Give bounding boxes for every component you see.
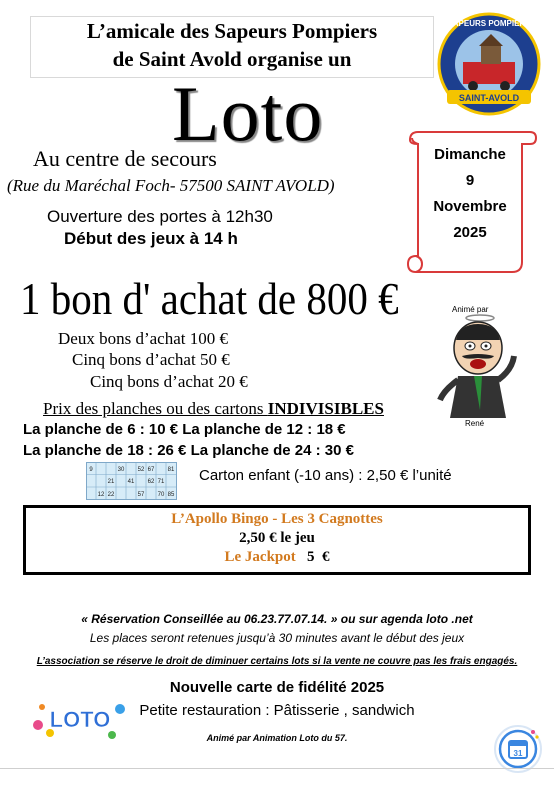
card-number: 81: [167, 467, 175, 473]
date-num: 9: [465, 172, 475, 189]
card-number: 30: [117, 467, 125, 473]
catering-info: Petite restauration : Pâtisserie , sandwich: [139, 702, 415, 719]
prize-item: Deux bons d’achat 100 €: [58, 329, 228, 348]
card-number: 12: [97, 492, 105, 498]
pricing-heading: [43, 399, 384, 419]
animator-caption-top: Animé par: [452, 305, 489, 314]
calendar-day: 31: [513, 749, 523, 758]
fire-brigade-logo: [433, 12, 545, 116]
loto-logo-image: [28, 695, 132, 743]
logo-text-top: SAPEURS POMPIERS: [447, 19, 531, 28]
date-year: 2025: [453, 224, 487, 241]
card-number: 52: [137, 467, 145, 473]
pricing-heading-emph: INDIVISIBLES: [267, 399, 384, 418]
event-title: Loto: [172, 70, 324, 157]
apollo-price: 2,50 € le jeu: [239, 530, 315, 546]
jackpot-value: 5 €: [295, 549, 330, 565]
card-number: 85: [167, 492, 175, 498]
card-number: 57: [137, 492, 145, 498]
header-line-1: L’amicale des Sapeurs Pompiers: [86, 19, 378, 43]
apollo-bingo-box: [23, 505, 531, 575]
games-start: Début des jeux à 14 h: [64, 229, 238, 248]
card-number: 70: [157, 492, 165, 498]
apollo-jackpot: [26, 548, 528, 567]
association-disclaimer: L’association se réserve le droit de diminuer certains lots si la vente ne couvre pas les frais engagés.: [36, 656, 518, 667]
seats-info: Les places seront retenues jusqu’à 30 minutes avant le début des jeux: [89, 631, 465, 645]
header-line-2: de Saint Avold organise un: [112, 47, 352, 71]
animator-caricature-image: [420, 300, 520, 428]
apollo-title: L’Apollo Bingo - Les 3 Cagnottes: [171, 511, 383, 527]
event-date: [410, 142, 530, 246]
animation-credit: Animé par Animation Loto du 57.: [206, 733, 348, 743]
bingo-card-image: [86, 462, 177, 500]
card-number: 21: [107, 479, 115, 485]
calendar-icon[interactable]: [493, 724, 543, 774]
venue-name: Au centre de secours: [33, 146, 217, 171]
date-month: Novembre: [433, 198, 507, 215]
animator-caption-bottom: René: [465, 419, 485, 428]
logo-text-bottom: SAINT-AVOLD: [458, 93, 520, 103]
loto-logo-text: LOTO: [49, 707, 111, 732]
page-bottom-divider: [0, 768, 554, 769]
card-number: 9: [89, 467, 93, 473]
card-number: 67: [147, 467, 155, 473]
date-day: Dimanche: [434, 146, 506, 163]
pricing-heading-prefix: Prix des planches ou des cartons: [43, 399, 268, 418]
prize-item: Cinq bons d’achat 20 €: [90, 372, 248, 391]
header-title-box: [30, 16, 434, 78]
child-card-price: Carton enfant (-10 ans) : 2,50 € l’unité: [199, 467, 452, 484]
jackpot-label: Le Jackpot: [224, 549, 296, 565]
card-number: 22: [107, 492, 115, 498]
venue-address: (Rue du Maréchal Foch- 57500 SAINT AVOLD): [7, 176, 335, 195]
prize-item: Cinq bons d’achat 50 €: [72, 350, 230, 369]
card-number: 41: [127, 479, 135, 485]
main-prize: 1 bon d' achat de 800 €: [20, 272, 399, 324]
pricing-line-2: La planche de 18 : 26 € La planche de 24 : 30 €: [23, 442, 354, 459]
card-number: 62: [147, 479, 155, 485]
reservation-info: « Réservation Conseillée au 06.23.77.07.14. » ou sur agenda loto .net: [81, 612, 473, 626]
card-number: 71: [157, 479, 165, 485]
loyalty-card-notice: Nouvelle carte de fidélité 2025: [169, 679, 385, 696]
doors-open: Ouverture des portes à 12h30: [47, 207, 273, 226]
pricing-line-1: La planche de 6 : 10 € La planche de 12 : 18 €: [23, 421, 346, 438]
